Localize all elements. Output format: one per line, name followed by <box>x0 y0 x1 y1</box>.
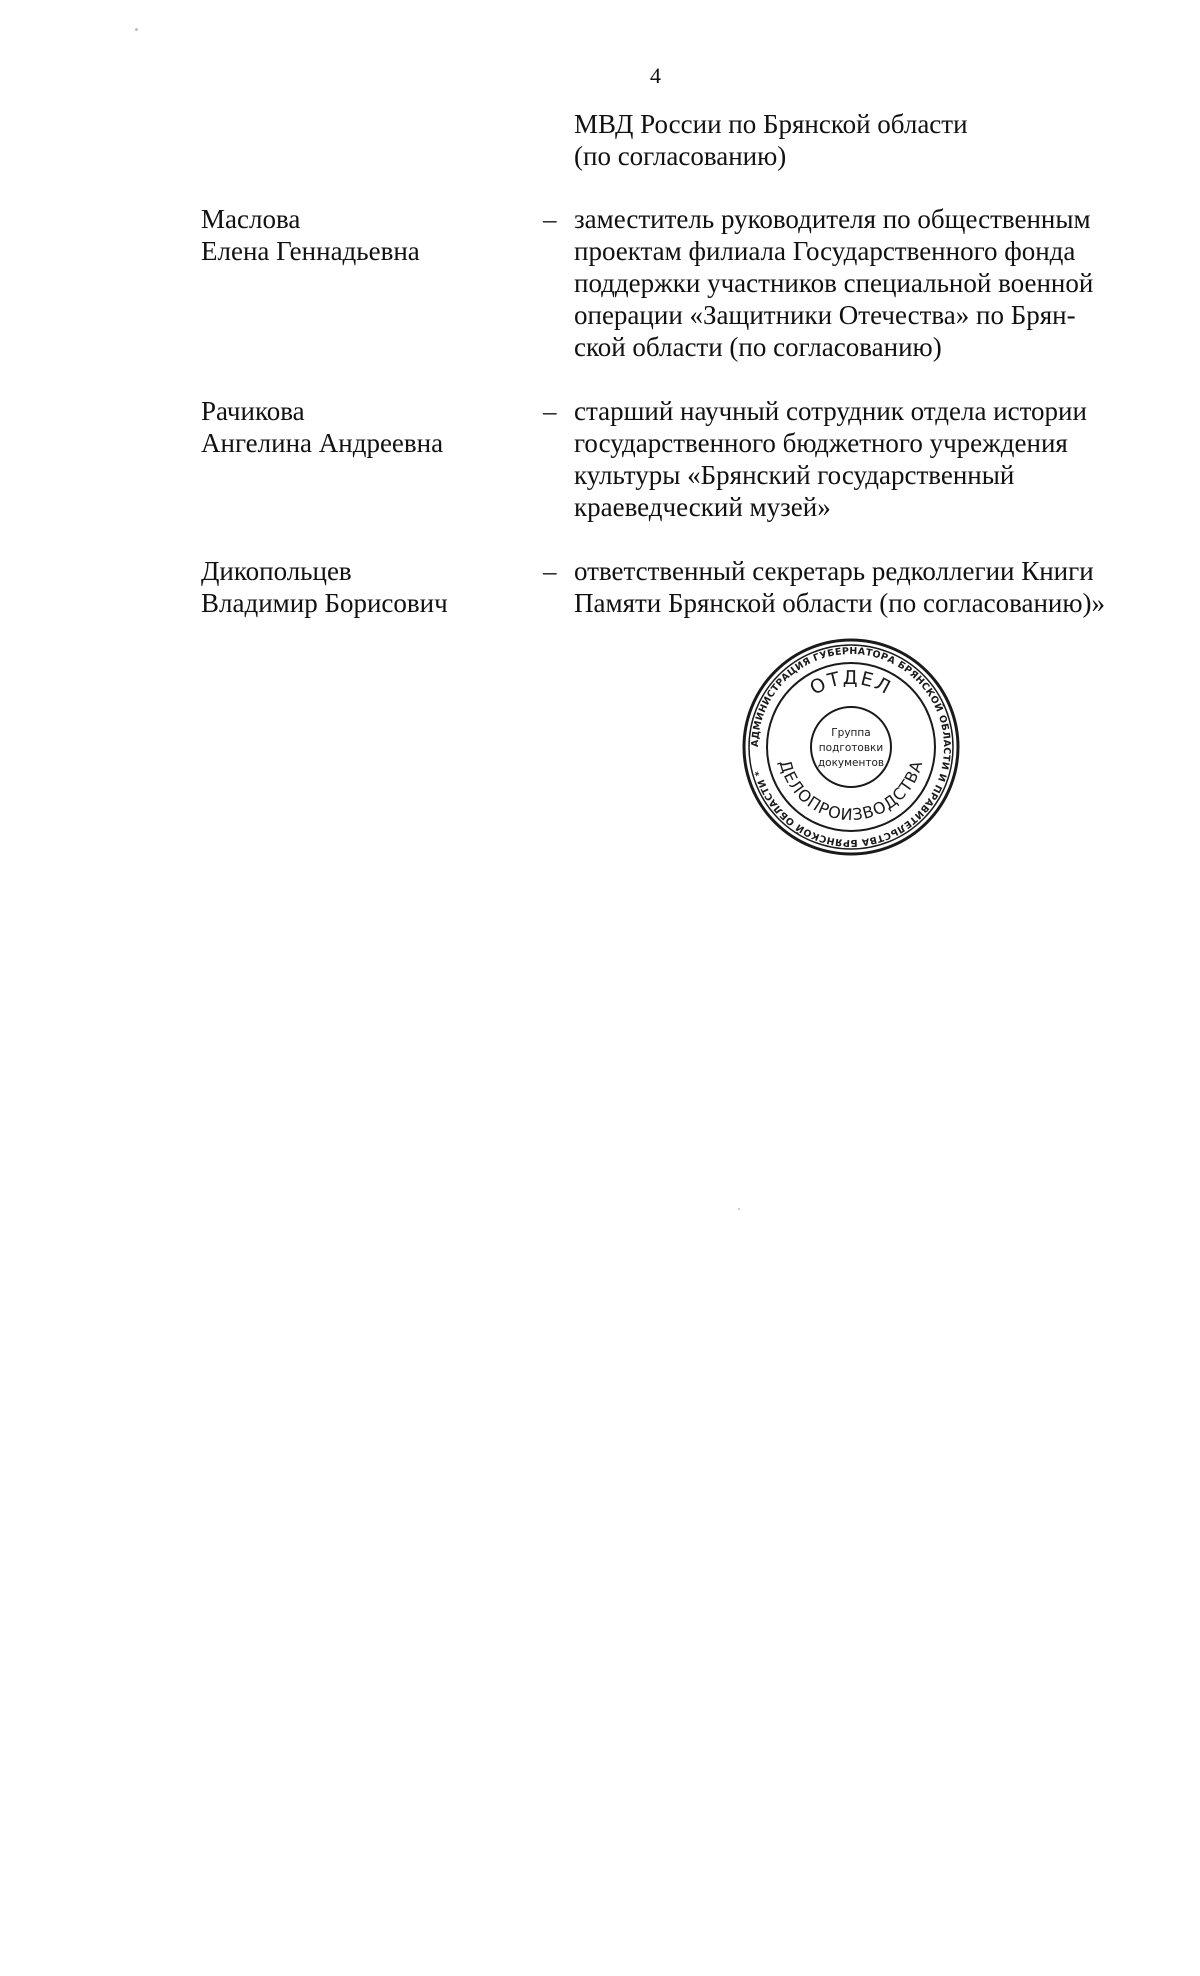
member-position <box>574 203 1134 363</box>
scan-speck <box>738 1208 740 1210</box>
member-surname: Дикопольцев <box>201 556 352 586</box>
stamp-center-line: документов <box>817 757 885 769</box>
position-line: Памяти Брянской области (по согласованию)» <box>574 588 1106 618</box>
official-stamp <box>740 636 962 858</box>
position-line: заместитель руководителя по общественным <box>574 204 1091 234</box>
member-given-name: Ангелина Андреевна <box>201 428 444 458</box>
scan-speck <box>135 28 138 31</box>
position-line: ской области (по согласованию) <box>574 332 942 362</box>
position-line: старший научный сотрудник отдела истории <box>574 396 1087 426</box>
continuation-text <box>574 108 1134 172</box>
stamp-ring-bottom-text: ДЕЛОПРОИЗВОДСТВА <box>775 757 927 825</box>
member-dash: – <box>543 556 557 586</box>
position-line: поддержки участников специальной военной <box>574 268 1094 298</box>
page-number: 4 <box>650 63 661 88</box>
svg-text:ОТДЕЛ <box>806 667 895 700</box>
member-surname: Маслова <box>201 204 301 234</box>
stamp-ring-top-text: ОТДЕЛ <box>806 666 896 700</box>
position-line: операции «Защитники Отечества» по Брян- <box>574 300 1076 330</box>
position-line: краеведческий музей» <box>574 492 831 522</box>
member-position <box>574 395 1134 523</box>
stamp-outer-text: АДМИНИСТРАЦИЯ ГУБЕРНАТОРА БРЯНСКОЙ ОБЛАСТИ И ПРАВИТЕЛЬСТВА БРЯНСКОЙ ОБЛАСТИ * <box>749 645 953 849</box>
stamp-center-line: Группа <box>831 727 871 739</box>
member-given-name: Владимир Борисович <box>201 588 448 618</box>
position-line: культуры «Брянский государственный <box>574 460 1015 490</box>
member-given-name: Елена Геннадьевна <box>201 236 420 266</box>
continuation-line: МВД России по Брянской области <box>574 109 968 139</box>
continuation-line: (по согласованию) <box>574 141 787 171</box>
stamp-center-line: подготовки <box>818 742 884 754</box>
member-surname: Рачикова <box>201 396 305 426</box>
position-line: проектам филиала Государственного фонда <box>574 236 1076 266</box>
member-dash: – <box>543 204 557 234</box>
position-line: ответственный секретарь редколлегии Книги <box>574 556 1094 586</box>
member-position <box>574 555 1134 619</box>
member-name <box>201 395 531 459</box>
member-name <box>201 555 531 619</box>
member-name <box>201 203 531 267</box>
position-line: государственного бюджетного учреждения <box>574 428 1068 458</box>
member-dash: – <box>543 396 557 426</box>
